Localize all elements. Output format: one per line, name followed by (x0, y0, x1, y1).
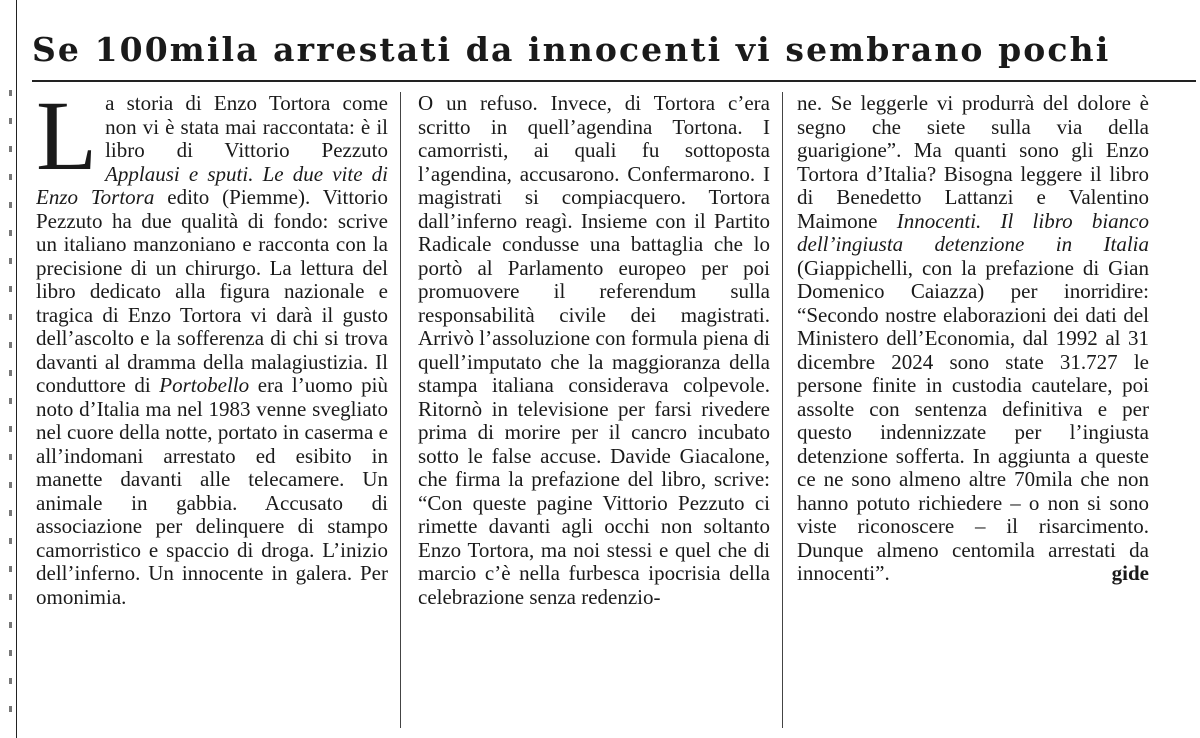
binding-margin (4, 90, 16, 730)
left-margin-rule (16, 0, 17, 738)
column-divider (400, 92, 401, 728)
column-2-text (418, 92, 770, 609)
book-title: Applausi e sputi. Le due vite di Enzo Tortora (36, 161, 388, 209)
article-column-3 (797, 92, 1149, 732)
book-title: Innocenti. Il libro bianco dell’ingiusta detenzione in Italia (797, 208, 1149, 256)
text-segment: era l’uomo più noto d’Italia ma nel 1983 venne svegliato nel cuore della notte, portato in caserma e all’indomani arrestato ed esibito in manette davanti alle telecamere. Un animale in gabbia. Accusato di associazione per delinquere di stampo camorristico e spaccio di droga. L’inizio dell’inferno. Un innocente in galera. Per omonimia. (36, 373, 388, 609)
author-signature: gide (1111, 561, 1149, 585)
headline-rule (32, 80, 1196, 82)
text-segment: O un refuso. Invece, di Tortora c’era scritto in quell’agendina Tortona. I camorristi, ai quali fu sottoposta l’agendina, accusarono. Confermarono. I magistrati si compiacquero. Tortora dall’inferno reagì. Insieme con il Partito Radicale condusse una battaglia che lo portò al Parlamento europeo per poi promuovere il referendum sulla responsabilità civile dei magistrati. Arrivò l’assoluzione con formula piena di quell’imputato che la maggioranza della stampa italiana considerava colpevole. Ritornò in televisione per farsi rivedere prima di morire per il cancro incubato sotto le false accuse. Davide Giacalone, che firma la prefazione del libro, scrive: “Con queste pagine Vittorio Pezzuto ci rimette davanti agli occhi non soltanto Enzo Tortora, ma noi stessi e quel che di marcio c’è nella furbesca ipocrisia della celebrazione senza redenzio- (418, 92, 770, 609)
drop-cap: L (36, 92, 98, 191)
text-segment: edito (Piemme). Vittorio Pezzuto ha due qualità di fondo: scrive un italiano manzoniano e racconta con la precisione di un chirurgo. La lettura del libro dedicato alla figura nazionale e tragica di Enzo Tortora vi darà il gusto dell’ascolto e la sofferenza di chi si trova davanti al dramma della malagiustizia. Il conduttore di (36, 185, 388, 397)
article-column-1 (36, 92, 388, 732)
article-column-2 (418, 92, 770, 732)
column-3-text (797, 92, 1149, 585)
text-segment: a storia di Enzo Tortora come non vi è stata mai raccontata: è il libro di Vittorio Pezzuto (105, 92, 388, 162)
book-title: Portobello (159, 373, 250, 397)
text-segment: (Giappichelli, con la prefazione di Gian Domenico Caiazza) per inorridire: “Secondo nostre elaborazioni dei dati del Ministero dell’Economia, dal 1992 al 31 dicembre 2024 sono state 31.727 le persone finite in custodia cautelare, poi assolte con sentenza definitiva e per questo indennizzate per l’ingiusta detenzione sofferta. In aggiunta a queste ce ne sono almeno altre 70mila che non hanno potuto richiedere – o non si sono viste riconoscere – il risarcimento. Dunque almeno centomila arrestati da innocenti”. (797, 255, 1149, 585)
column-divider (782, 92, 783, 728)
text-segment: ne. Se leggerle vi produrrà del dolore è segno che siete sulla via della guarigione”. Ma quanti sono gli Enzo Tortora d’Italia? Bisogna leggere il libro di Benedetto Lattanzi e Valentino Maimone (797, 92, 1149, 233)
article-headline: Se 100mila arrestati da innocenti vi sembrano pochi (32, 30, 1111, 69)
